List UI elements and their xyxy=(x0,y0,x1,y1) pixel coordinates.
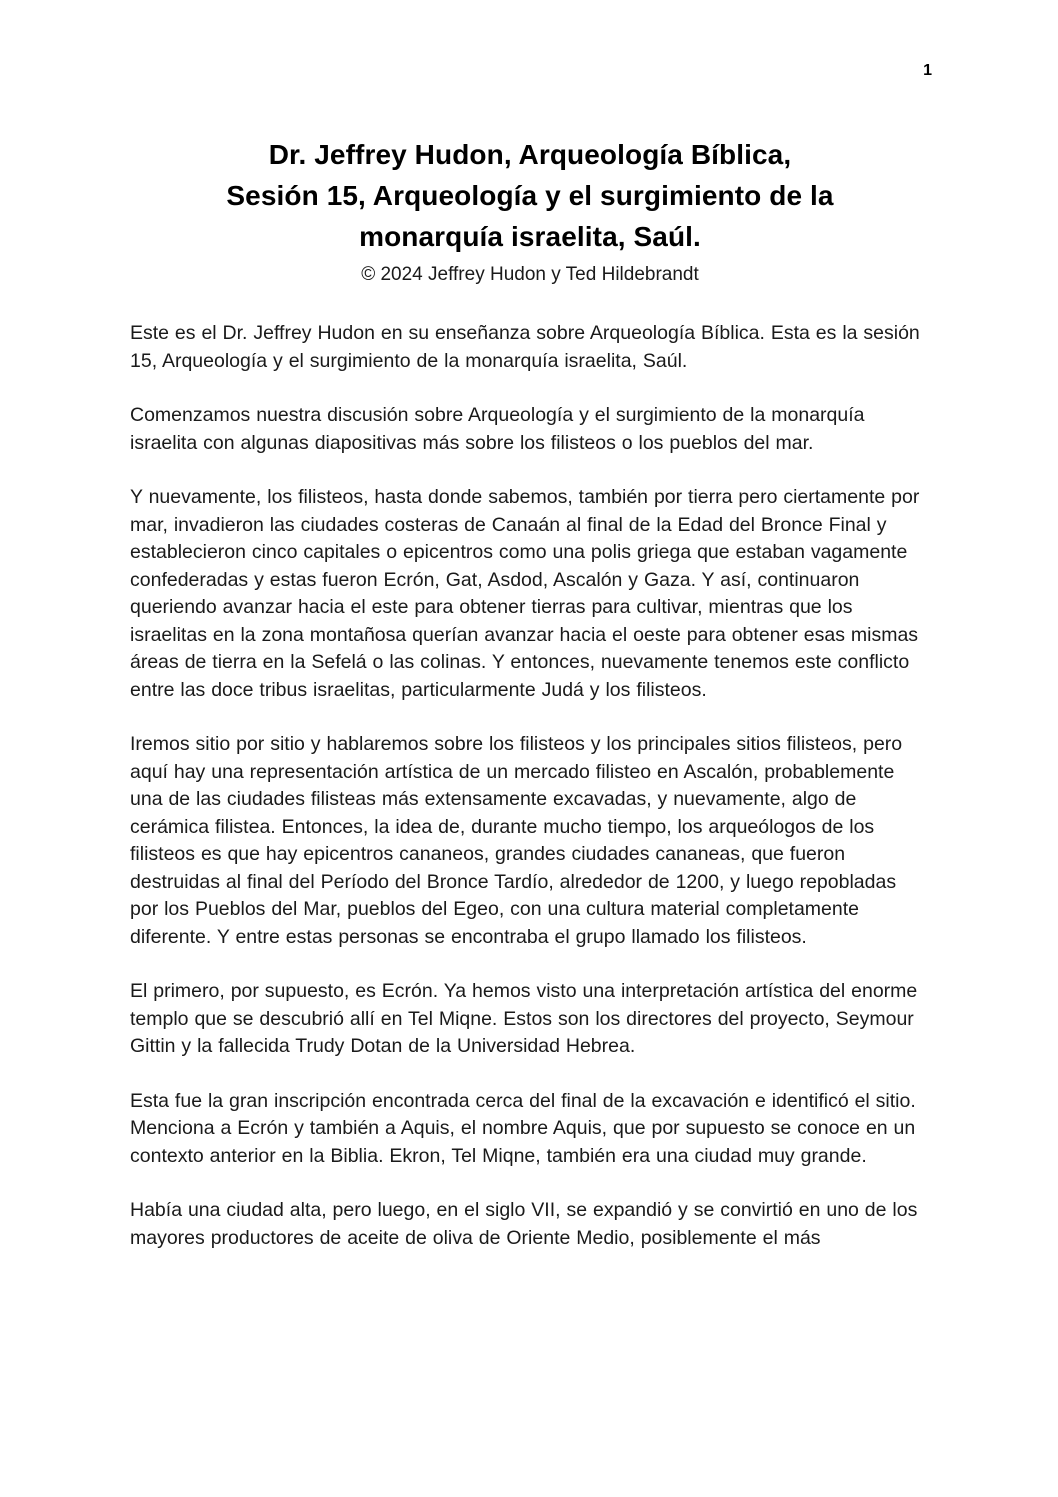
paragraph-philistine-invasion: Y nuevamente, los filisteos, hasta donde sabemos, también por tierra pero ciertamente por mar, invadieron las ciudades costeras de Canaán al final de la Edad del Bronce Final y establecieron cinco capitales o epicentros como una polis griega que estaban vagamente confederadas y estas fueron Ecrón, Gat, Asdod, Ascalón y Gaza. Y así, continuaron queriendo avanzar hacia el este para obtener tierras para cultivar, mientras que los israelitas en la zona montañosa querían avanzar hacia el oeste para obtener esas mismas áreas de tierra en la Sefelá o las colinas. Y entonces, nuevamente tenemos este conflicto entre las doce tribus israelitas, particularmente Judá y los filisteos. xyxy=(130,486,920,701)
paragraph-olive-oil: Había una ciudad alta, pero luego, en el siglo VII, se expandió y se convirtió en uno de los mayores productores de aceite de oliva de Oriente Medio, posiblemente el más xyxy=(130,1199,918,1249)
paragraph-site-by-site: Iremos sitio por sitio y hablaremos sobre los filisteos y los principales sitios filisteos, pero aquí hay una representación artística de un mercado filisteo en Ascalón, probablemente una de las ciudades filisteas más extensamente excavadas, y nuevamente, algo de cerámica filistea. Entonces, la idea de, durante mucho tiempo, los arqueólogos de los filisteos es que hay epicentros cananeos, grandes ciudades cananeas, que fueron destruidas al final del Período del Bronce Tardío, alrededor de 1200, y luego repobladas por los Pueblos del Mar, pueblos del Egeo, con una cultura material completamente diferente. Y entre estas personas se encontraba el grupo llamado los filisteos. xyxy=(130,733,903,948)
title-line-2: Sesión 15, Arqueología y el surgimiento de la xyxy=(226,180,834,211)
paragraph-intro: Este es el Dr. Jeffrey Hudon en su enseñanza sobre Arqueología Bíblica. Esta es la sesión 15, Arqueología y el surgimiento de la monarquía israelita, Saúl. xyxy=(130,322,920,372)
page-number: 1 xyxy=(923,62,932,79)
copyright-line: © 2024 Jeffrey Hudon y Ted Hildebrandt xyxy=(361,264,699,285)
document-body xyxy=(130,320,930,1252)
paragraph-ekron: El primero, por supuesto, es Ecrón. Ya hemos visto una interpretación artística del enorme templo que se descubrió allí en Tel Miqne. Estos son los directores del proyecto, Seymour Gittin y la fallecida Trudy Dotan de la Universidad Hebrea. xyxy=(130,980,918,1057)
paragraph-inscription: Esta fue la gran inscripción encontrada cerca del final de la excavación e identificó el sitio. Menciona a Ecrón y también a Aquis, el nombre Aquis, que por supuesto se conoce en un contexto anterior en la Biblia. Ekron, Tel Miqne, también era una ciudad muy grande. xyxy=(130,1089,916,1167)
title-line-1: Dr. Jeffrey Hudon, Arqueología Bíblica, xyxy=(268,139,792,170)
title-line-3: monarquía israelita, Saúl. xyxy=(359,221,701,252)
paragraph-discussion-start: Comenzamos nuestra discusión sobre Arqueología y el surgimiento de la monarquía israelita con algunas diapositivas más sobre los filisteos o los pueblos del mar. xyxy=(130,404,865,454)
document-title xyxy=(130,134,930,257)
